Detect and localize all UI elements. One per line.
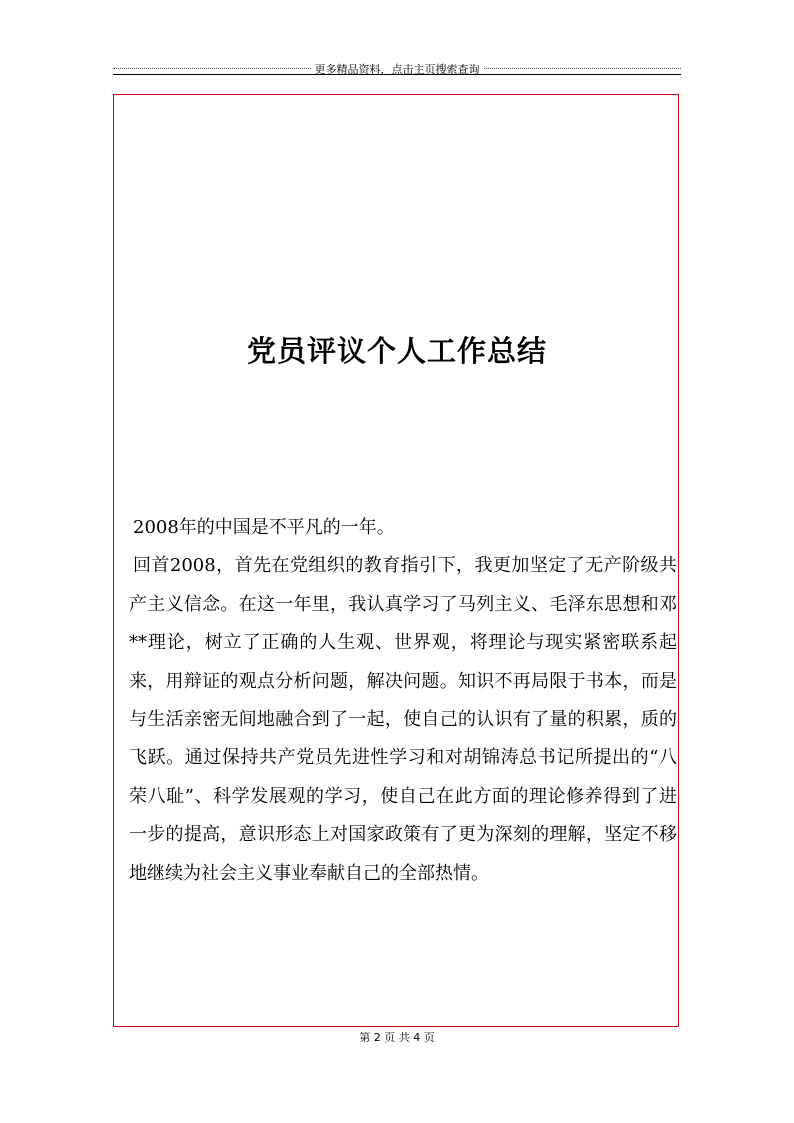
document-body	[129, 509, 677, 893]
paragraph-2: 回首2008，首先在党组织的教育指引下，我更加坚定了无产阶级共产主义信念。在这一年里，我认真学习了马列主义、毛泽东思想和邓**理论，树立了正确的人生观、世界观，将理论与现实紧密联系起来，用辩证的观点分析问题，解决问题。知识不再局限于书本，而是与生活亲密无间地融合到了一起，使自己的认识有了量的积累，质的飞跃。通过保持共产党员先进性学习和对胡锦涛总书记所提出的“八荣八耻”、科学发展观的学习，使自己在此方面的理论修养得到了进一步的提高，意识形态上对国家政策有了更为深刻的理解，坚定不移地继续为社会主义事业奉献自己的全部热情。	[129, 555, 677, 884]
header-rule	[113, 74, 681, 75]
page-number: 第 2 页 共 4 页	[359, 1031, 435, 1044]
paragraph-1: 2008年的中国是不平凡的一年。	[133, 517, 395, 538]
header-text: 更多精品资料，点击主页搜索查询	[312, 61, 483, 79]
document-title: 党员评议个人工作总结	[246, 334, 547, 368]
